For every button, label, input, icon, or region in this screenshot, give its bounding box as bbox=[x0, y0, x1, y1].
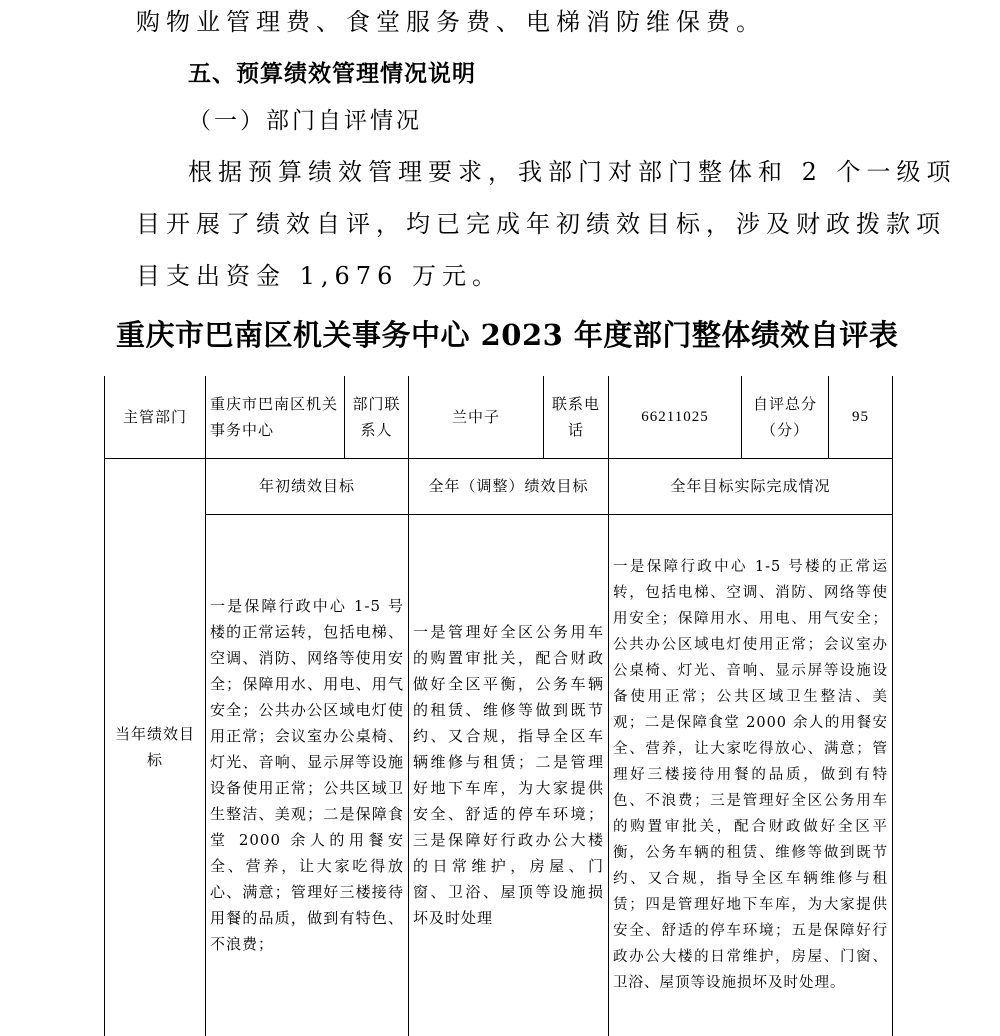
goal-label-cell: 当年绩效目标 bbox=[105, 458, 206, 1036]
contact-value-cell: 兰中子 bbox=[409, 376, 544, 458]
body-text-line-1: 根据预算绩效管理要求，我部门对部门整体和 2 个一级项 bbox=[188, 158, 957, 186]
table-title: 重庆市巴南区机关事务中心 2023 年度部门整体绩效自评表 bbox=[116, 318, 899, 352]
body-text-line-3: 目支出资金 1,676 万元。 bbox=[136, 262, 502, 290]
phone-label-cell: 联系电话 bbox=[544, 376, 609, 458]
initial-goal-cell: 一是保障行政中心 1-5 号楼的正常运转，包括电梯、空调、消防、网络等使用安全；保障用水、用电、用气安全；公共办公区域电灯使用正常；会议室办公桌椅、灯光、音响、显示屏等设施设备使用正常；公共区域卫生整洁、美观；二是保障食堂 2000 余人的用餐安全、营养，让大家吃得放心、满意；管理好三楼接待用餐的品质，做到有特色、不浪费； bbox=[206, 514, 409, 1036]
dept-value-cell: 重庆市巴南区机关事务中心 bbox=[206, 376, 345, 458]
dept-label-cell: 主管部门 bbox=[105, 376, 206, 458]
column-header-initial: 年初绩效目标 bbox=[206, 458, 409, 514]
adjusted-goal-cell: 一是管理好全区公务用车的购置审批关，配合财政做好全区平衡，公务车辆的租赁、维修等做到既节约、又合规，指导全区车辆维修与租赁；二是管理好地下车库，为大家提供安全、舒适的停车环境；三是保障好行政办公大楼的日常维护，房屋、门窗、卫浴、屋顶等设施损坏及时处理 bbox=[409, 514, 609, 1036]
performance-evaluation-table bbox=[104, 376, 893, 1036]
paragraph-line-1: 购物业管理费、食堂服务费、电梯消防维保费。 bbox=[136, 8, 766, 36]
contact-label-cell: 部门联系人 bbox=[345, 376, 409, 458]
body-text-line-2: 目开展了绩效自评，均已完成年初绩效目标，涉及财政拨款项 bbox=[136, 210, 946, 238]
actual-result-cell: 一是保障行政中心 1-5 号楼的正常运转，包括电梯、空调、消防、网络等使用安全；保障用水、用电、用气安全；公共办公区域电灯使用正常；会议室办公桌椅、灯光、音响、显示屏等设施设备使用正常；公共区域卫生整洁、美观；二是保障食堂 2000 余人的用餐安全、营养，让大家吃得放心、满意；管理好三楼接待用餐的品质，做到有特色、不浪费；三是管理好全区公务用车的购置审批关，配合财政做好全区平衡，公务车辆的租赁、维修等做到既节约、又合规，指导全区车辆维修与租赁；四是管理好地下车库，为大家提供安全、舒适的停车环境；五是保障好行政办公大楼的日常维护，房屋、门窗、卫浴、屋顶等设施损坏及时处理。 bbox=[609, 514, 893, 1036]
score-label-cell: 自评总分（分） bbox=[742, 376, 829, 458]
phone-value-cell: 66211025 bbox=[609, 376, 742, 458]
section-5-heading: 五、预算绩效管理情况说明 bbox=[188, 60, 476, 87]
table-row bbox=[105, 458, 893, 514]
column-header-adjusted: 全年（调整）绩效目标 bbox=[409, 458, 609, 514]
table-row bbox=[105, 514, 893, 1036]
score-value-cell: 95 bbox=[829, 376, 893, 458]
table-row bbox=[105, 376, 893, 458]
subsection-1-heading: （一）部门自评情况 bbox=[188, 108, 422, 134]
column-header-actual: 全年目标实际完成情况 bbox=[609, 458, 893, 514]
